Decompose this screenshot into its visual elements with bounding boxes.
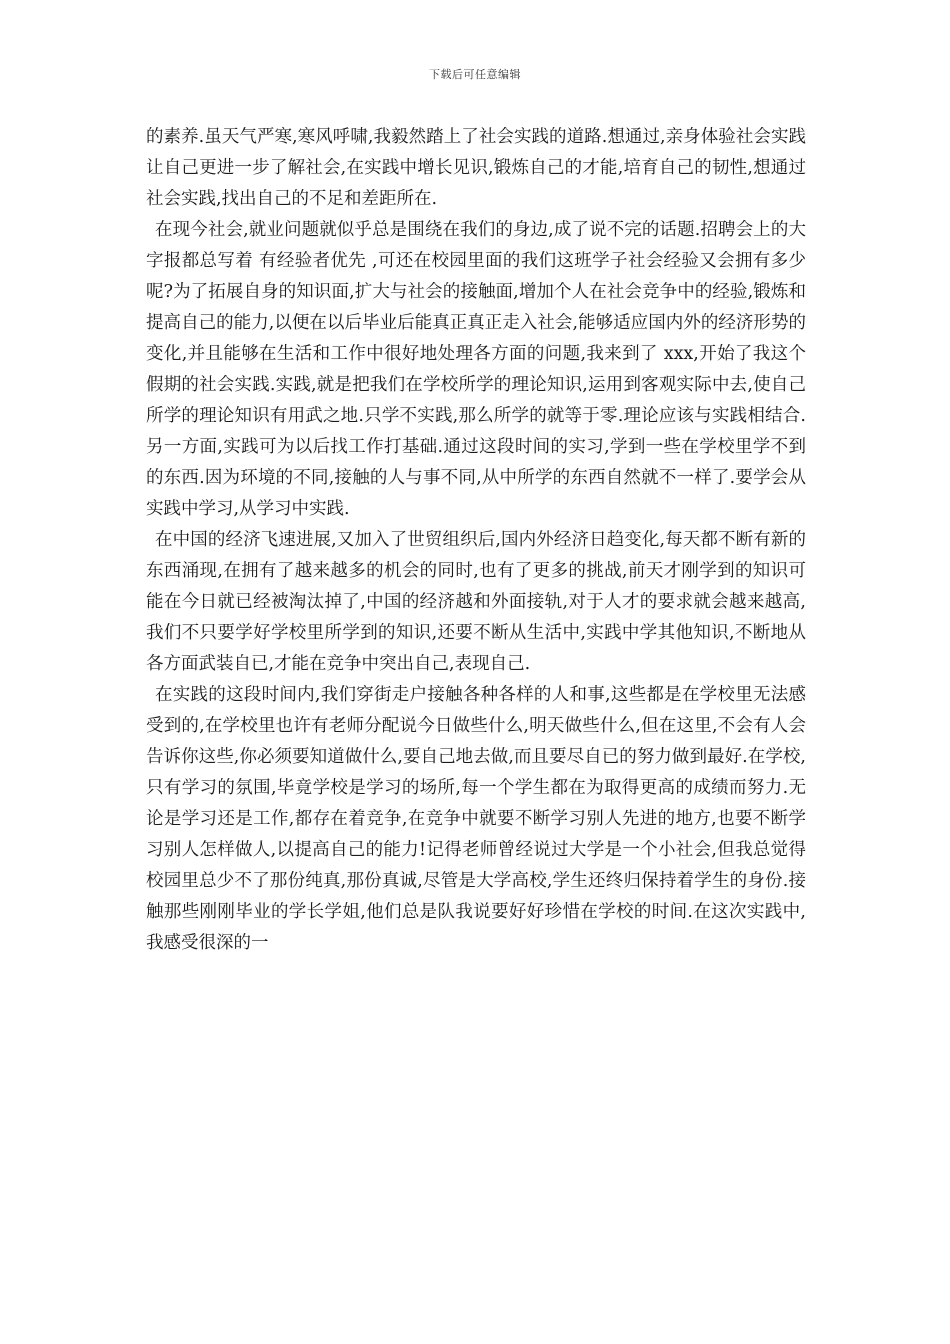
paragraph-2: 在现今社会,就业问题就似乎总是围绕在我们的身边,成了说不完的话题.招聘会上的大字报都总写着 有经验者优先 ,可还在校园里面的我们这班学子社会经验又会拥有多少呢?为了拓展自身的知识面,扩大与社会的接触面,增加个人在社会竞争中的经验,锻炼和提高自己的能力,以便在以后毕业后能真正真正走入社会,能够适应国内外的经济形势的变化,并且能够在生活和工作中很好地处理各方面的问题,我来到了 xxx,开始了我这个假期的社会实践.实践,就是把我们在学校所学的理论知识,运用到客观实际中去,使自己所学的理论知识有用武之地.只学不实践,那么所学的就等于零.理论应该与实践相结合.另一方面,实践可为以后找工作打基础.通过这段时间的实习,学到一些在学校里学不到的东西.因为环境的不同,接触的人与事不同,从中所学的东西自然就不一样了.要学会从实践中学习,从学习中实践. bbox=[146, 220, 806, 519]
paragraph-1: 的素养.虽天气严寒,寒风呼啸,我毅然踏上了社会实践的道路.想通过,亲身体验社会实践让自己更进一步了解社会,在实践中增长见识,锻炼自己的才能,培育自己的韧性,想通过社会实践,找出自己的不足和差距所在. bbox=[146, 127, 806, 209]
page-header: 下载后可任意编辑 bbox=[429, 68, 521, 81]
paragraph-3: 在中国的经济飞速进展,又加入了世贸组织后,国内外经济日趋变化,每天都不断有新的东西涌现,在拥有了越来越多的机会的同时,也有了更多的挑战,前天才刚学到的知识可能在今日就已经被淘汰掉了,中国的经济越和外面接轨,对于人才的要求就会越来越高,我们不只要学好学校里所学到的知识,还要不断从生活中,实践中学其他知识,不断地从各方面武装自已,才能在竞争中突出自己,表现自己. bbox=[146, 530, 806, 674]
paragraph-4: 在实践的这段时间内,我们穿街走户接触各种各样的人和事,这些都是在学校里无法感受到的,在学校里也许有老师分配说今日做些什么,明天做些什么,但在这里,不会有人会告诉你这些,你必须要知道做什么,要自己地去做,而且要尽自已的努力做到最好.在学校,只有学习的氛围,毕竟学校是学习的场所,每一个学生都在为取得更高的成绩而努力.无论是学习还是工作,都存在着竞争,在竞争中就要不断学习别人先进的地方,也要不断学习别人怎样做人,以提高自己的能力!记得老师曾经说过大学是一个小社会,但我总觉得校园里总少不了那份纯真,那份真诚,尽管是大学高校,学生还终归保持着学生的身份.接触那些刚刚毕业的学长学姐,他们总是队我说要好好珍惜在学校的时间.在这次实践中,我感受很深的一 bbox=[146, 685, 806, 953]
document-body bbox=[146, 122, 806, 959]
